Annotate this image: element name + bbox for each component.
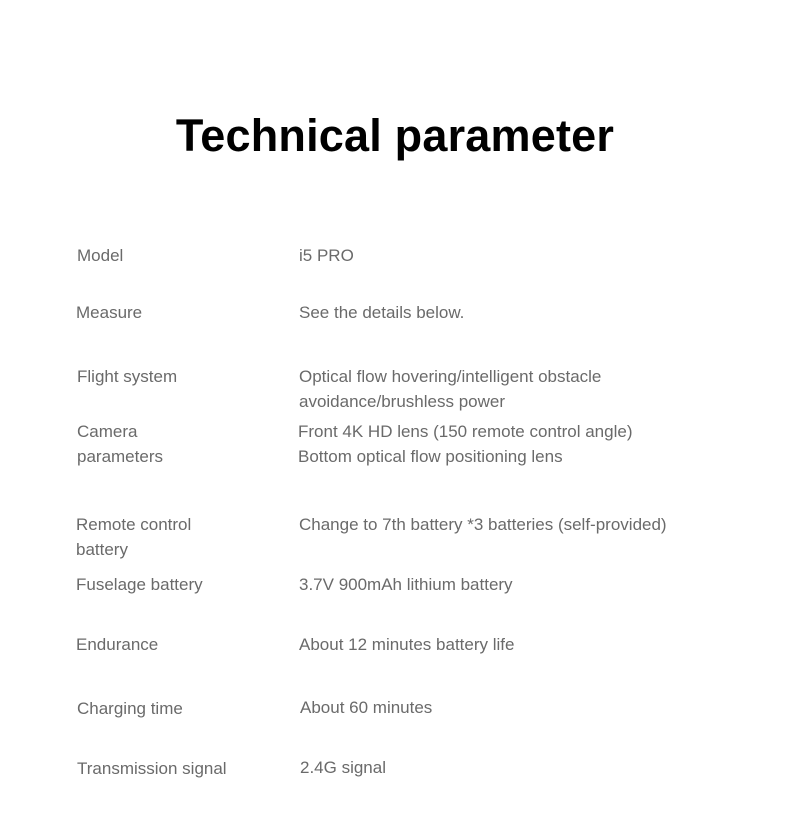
- param-value: Front 4K HD lens (150 remote control angle) Bottom optical flow positioning lens: [298, 422, 633, 466]
- param-label: Measure: [76, 303, 143, 322]
- param-label: Transmission signal: [77, 759, 227, 778]
- param-value: Optical flow hovering/intelligent obstacle avoidance/brushless power: [299, 367, 602, 411]
- param-value: i5 PRO: [299, 246, 354, 265]
- param-value: 3.7V 900mAh lithium battery: [299, 575, 513, 594]
- param-value: About 12 minutes battery life: [299, 635, 515, 654]
- param-label: Endurance: [76, 635, 159, 654]
- param-value: About 60 minutes: [300, 698, 433, 717]
- param-label: Model: [77, 246, 124, 265]
- param-value: See the details below.: [299, 303, 465, 322]
- param-value: 2.4G signal: [300, 758, 386, 777]
- param-value: Change to 7th battery *3 batteries (self-provided): [299, 515, 667, 534]
- param-label: Charging time: [77, 699, 183, 718]
- param-label: Flight system: [77, 367, 178, 386]
- param-label: Fuselage battery: [76, 575, 203, 594]
- param-label: Remote control battery: [76, 515, 192, 559]
- param-label: Camera parameters: [77, 422, 163, 466]
- page-title: Technical parameter: [175, 110, 615, 161]
